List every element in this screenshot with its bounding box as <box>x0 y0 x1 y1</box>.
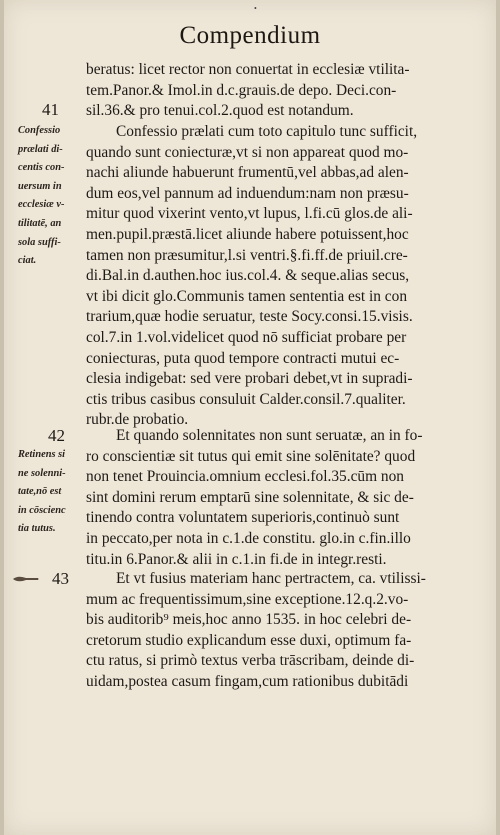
text-line: tinendo contra voluntatem superioris,continuò sunt <box>86 509 400 527</box>
gloss-line: ne solenni- <box>18 467 66 479</box>
text-line: ctis tribus casibus consuluit Calder.consil.7.qualiter. <box>86 390 406 408</box>
text-line: men.pupil.præstā.licet aliunde habere potuissent,hoc <box>86 225 409 243</box>
text-line: di.Bal.in d.authen.hoc ius.col.4. & seque.alias secus, <box>86 267 410 285</box>
paragraph-continuation <box>86 60 476 122</box>
text-line: sint domini rerum emptarū sine solennitate, & sic de- <box>86 488 414 506</box>
pointing-hand-icon <box>12 574 40 584</box>
gloss-line: Confessio <box>18 125 61 136</box>
text-line: in peccato,per nota in c.1.de constitu. glo.in c.fin.illo <box>86 529 411 547</box>
margin-gloss-41 <box>18 122 92 271</box>
text-line: nachi aliunde habuerunt frumentū,vel abbas,ad alen- <box>86 164 409 182</box>
text-line: sil.36.& pro tenui.col.2.quod est notandum. <box>86 102 354 120</box>
text-line: Et vt fusius materiam hanc pertractem, ca. vtilissi- <box>116 570 426 587</box>
text-line: Confessio prælati cum toto capitulo tunc sufficit, <box>116 123 418 140</box>
text-line: Et quando solennitates non sunt seruatæ, an in fo- <box>116 427 423 444</box>
book-page <box>4 0 496 835</box>
gloss-line: ciat. <box>18 255 37 267</box>
gloss-line: centis con- <box>18 162 65 174</box>
text-line: uidam,postea casum fingam,cum rationibus dubitādi <box>86 672 409 690</box>
gloss-line: tilitatē, an <box>18 217 62 229</box>
paragraph-41 <box>86 122 476 431</box>
gloss-line: Retinens si <box>18 449 66 460</box>
gloss-line: sola suffi- <box>18 236 61 248</box>
text-line: dum eos,vel pannum ad induendum:nam non præsu- <box>86 184 409 202</box>
text-line: clesia indigebat: sed vere probari debet,vt in supradi- <box>86 370 413 388</box>
text-line: titu.in 6.Panor.& alii in c.1.in fi.de in integr.resti. <box>86 550 387 568</box>
gloss-line: tia tutus. <box>18 523 56 535</box>
gloss-line: prælati di- <box>18 143 63 155</box>
margin-gloss-42 <box>18 446 92 539</box>
gloss-line: uersum in <box>18 180 62 192</box>
page-title: Compendium <box>179 22 321 49</box>
gloss-line: in cōscienc <box>18 504 66 516</box>
text-line: coniecturas, puta quod tempore contracti mutui ec- <box>86 349 400 367</box>
text-line: ro conscientiæ sit tutus qui emit sine solēnitate? quod <box>86 447 416 465</box>
text-line: trarium,quæ hodie seruatur, teste Socy.consi.15.visis. <box>86 308 413 326</box>
text-line: beratus: licet rector non conuertat in ecclesiæ vtilita- <box>86 61 410 78</box>
text-line: mitur quod vixerint vento,vt lupus, l.fi.cū glos.de ali- <box>86 205 413 223</box>
paragraph-43 <box>86 569 476 693</box>
section-number-42: 42 <box>48 426 65 445</box>
section-number-41: 41 <box>42 100 59 119</box>
paragraph-42 <box>86 426 476 570</box>
text-line: rubr.de probatio. <box>86 411 189 429</box>
text-line: tem.Panor.& Imol.in d.c.grauis.de depo. Deci.con- <box>86 81 397 99</box>
gloss-line: ecclesiæ v- <box>18 199 65 211</box>
gloss-line: tate,nō est <box>18 486 62 498</box>
text-line: bis auditorib⁹ meis,hoc anno 1535. in hoc celebri de- <box>86 611 412 629</box>
text-line: vt ibi dicit glo.Communis tamen sententia est in con <box>86 287 408 305</box>
top-mark: • <box>254 4 258 13</box>
text-line: col.7.in 1.vol.videlicet quod nō sufficiat probare per <box>86 328 407 346</box>
text-line: non tenet Prouincia.omnium ecclesi.fol.35.cūm non <box>86 468 405 486</box>
text-line: mum ac frequentissimum,sine exceptione.12.q.2.vo- <box>86 590 409 608</box>
section-number-43: 43 <box>52 569 69 588</box>
running-head <box>4 4 496 50</box>
text-line: tamen non præsumitur,l.si ventri.§.fi.ff.de priuil.cre- <box>86 246 408 264</box>
text-line: quando sunt coniecturæ,vt si non appareat quod mo- <box>86 143 409 161</box>
text-line: ctu ratus, si primò textus verba trāscribam, deinde di- <box>86 652 415 670</box>
text-line: cretorum studio explicandum esse duxi, optimum fa- <box>86 631 412 649</box>
